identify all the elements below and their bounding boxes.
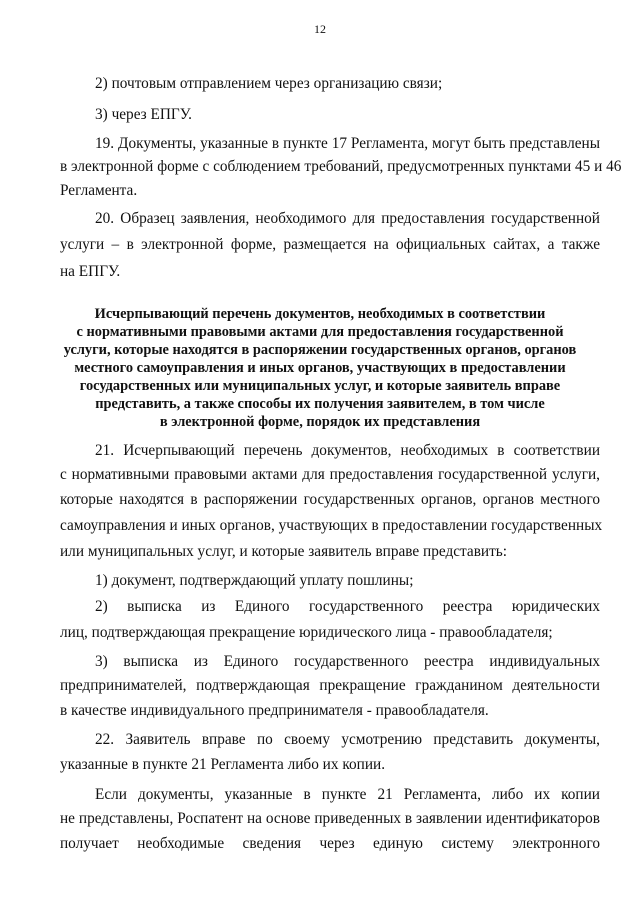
text-line: 20. Образец заявления, необходимого для предоставления государственной — [95, 210, 600, 227]
text-line: в качестве индивидуального предпринимателя - правообладателя. — [60, 702, 489, 719]
text-line: 22. Заявитель вправе по своему усмотрению представить документы, — [95, 731, 600, 748]
text-line: Если документы, указанные в пункте 21 Регламента, либо их копии — [95, 786, 600, 803]
text-line: 3) выписка из Единого государственного реестра индивидуальных — [95, 653, 600, 670]
section-heading-line: местного самоуправления и иных органов, участвующих в предоставлении — [74, 360, 566, 376]
text-line: 3) через ЕПГУ. — [95, 106, 192, 123]
text-line: 2) выписка из Единого государственного реестра юридических — [95, 598, 600, 615]
section-heading-line: с нормативными правовыми актами для предоставления государственной — [76, 324, 564, 340]
text-line: 2) почтовым отправлением через организацию связи; — [95, 75, 443, 92]
text-line: в электронной форме с соблюдением требований, предусмотренных пунктами 45 и 46 — [60, 158, 622, 175]
text-line: услуги – в электронной форме, размещается на официальных сайтах, а также — [60, 236, 600, 253]
section-heading-line: в электронной форме, порядок их представления — [159, 414, 481, 430]
text-line: Регламента. — [60, 182, 138, 199]
text-line: самоуправления и иных органов, участвующих в предоставлении государственных — [60, 517, 603, 534]
text-line: 21. Исчерпывающий перечень документов, необходимых в соответствии — [95, 442, 600, 459]
text-line: 19. Документы, указанные в пункте 17 Регламента, могут быть представлены — [95, 135, 600, 152]
section-heading-line: Исчерпывающий перечень документов, необходимых в соответствии — [94, 306, 546, 322]
page-number: 12 — [314, 22, 326, 36]
text-line: которые находятся в распоряжении государственных органов, органов местного — [60, 491, 600, 508]
text-line: указанные в пункте 21 Регламента либо их копии. — [60, 756, 386, 773]
text-line: не представлены, Роспатент на основе приведенных в заявлении идентификаторов — [60, 810, 600, 827]
section-heading-line: услуги, которые находятся в распоряжении государственных органов, органов — [63, 342, 577, 358]
text-line: с нормативными правовыми актами для предоставления государственной услуги, — [60, 466, 600, 483]
text-line: или муниципальных услуг, и которые заявитель вправе представить: — [60, 543, 508, 560]
text-line: получает необходимые сведения через единую систему электронного — [60, 835, 600, 852]
text-line: 1) документ, подтверждающий уплату пошлины; — [95, 572, 414, 589]
section-heading-line: государственных или муниципальных услуг, и которые заявитель вправе — [79, 378, 561, 394]
section-heading-line: представить, а также способы их получения заявителем, в том числе — [95, 396, 545, 412]
text-line: на ЕПГУ. — [60, 263, 121, 280]
text-line: лиц, подтверждающая прекращение юридического лица - правообладателя; — [60, 624, 553, 641]
text-line: предпринимателей, подтверждающая прекращение гражданином деятельности — [60, 677, 600, 694]
